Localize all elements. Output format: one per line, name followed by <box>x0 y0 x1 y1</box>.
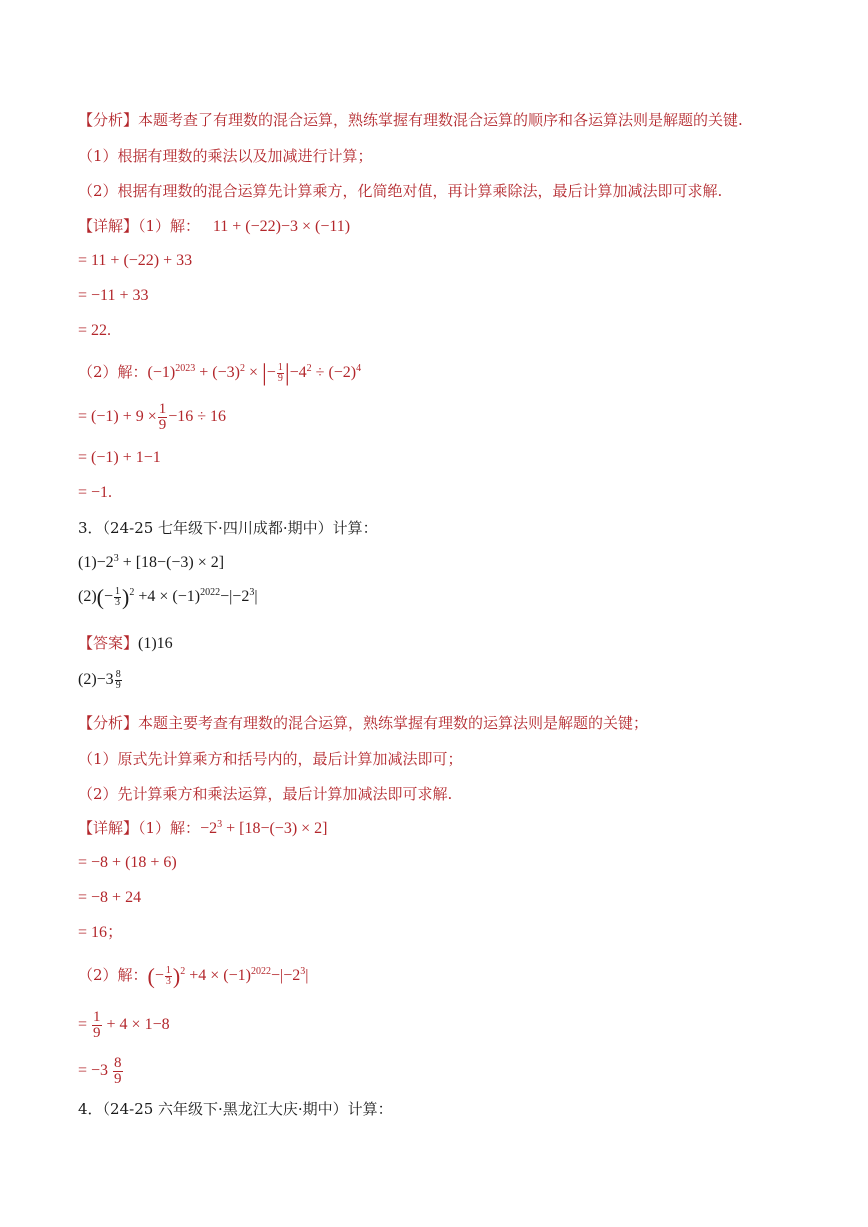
step-line: = (−1) + 9 × $\frac{1}{9}$ −16 ÷ 16 <box>78 401 227 433</box>
step-line: = $\frac{1}{9}$ + 4 × 1−8 <box>78 1009 170 1041</box>
analysis-point-1: （1）根据有理数的乘法以及加减进行计算； <box>78 147 373 165</box>
analysis-text: 本题考查了有理数的混合运算，熟练掌握有理数混合运算的顺序和各运算法则是解题的关键. <box>138 111 743 129</box>
math-expression: 11 + (−22)−3 × (−11) <box>212 218 351 235</box>
analysis-paragraph-1 <box>78 109 743 131</box>
math-expression: $-2^3 + [18-(-3) \times 2]$ <box>200 819 328 837</box>
analysis-point-2: （2）先计算乘方和乘法运算，最后计算加减法即可求解. <box>78 785 453 803</box>
step-line: = 16； <box>78 924 124 941</box>
answer-line <box>78 632 173 655</box>
fraction: $\frac{1}{9}$ <box>277 361 283 384</box>
analysis-text: 本题主要考查有理数的混合运算，熟练掌握有理数的运算法则是解题的关键； <box>138 714 649 732</box>
part-label: （2）解： <box>78 363 148 381</box>
question-subpart-2: (2)(− $\frac{1}{3}$ )$^2 +4 \times (-1)^{2022}-|-2^3|$ <box>78 584 258 610</box>
analysis-paragraph-2 <box>78 712 648 734</box>
detail-part1-header <box>78 817 328 840</box>
fraction: $\frac{8}{9}$ <box>114 1055 122 1087</box>
analysis-point-2: （2）根据有理数的混合运算先计算乘方，化简绝对值，再计算乘除法，最后计算加减法即可求解. <box>78 182 723 200</box>
step-line: = −8 + (18 + 6) <box>78 854 177 871</box>
fraction: $\frac{1}{9}$ <box>158 401 167 433</box>
part-label: （1）解： <box>138 217 201 235</box>
detail-tag: 【详解】 <box>78 819 139 837</box>
step-line: = −11 + 33 <box>78 287 149 304</box>
analysis-tag: 【分析】 <box>78 714 139 732</box>
part-label: （2）解： <box>78 966 148 984</box>
fraction: $\frac{8}{9}$ <box>115 668 121 691</box>
detail-part2-header <box>78 361 361 385</box>
answer-line-2: (2)−3 $\frac{8}{9}$ <box>78 668 121 691</box>
step-line: = 22. <box>78 322 112 339</box>
detail-part1-header <box>78 215 350 238</box>
step-line: = 11 + (−22) + 33 <box>78 252 193 269</box>
fraction: $\frac{1}{3}$ <box>115 585 121 608</box>
question-subpart-1: $(1)-2^3 + [18-(-3) \times 2]$ <box>78 553 225 571</box>
question-title: 4．（24-25 六年级下·黑龙江大庆·期中）计算： <box>78 1100 393 1118</box>
detail-tag: 【详解】 <box>78 217 139 235</box>
fraction: $\frac{1}{9}$ <box>93 1009 101 1041</box>
math-expression: $(-1)^{2023} + (-3)^2$ × |− $\frac{1}{9}$ $|-4^2 \div (-2)^4$ <box>147 360 362 387</box>
part-label: （1）解： <box>138 819 201 837</box>
step-line: = −1. <box>78 484 113 501</box>
answer-value: (1)16 <box>138 635 173 652</box>
step-line: = (−1) + 1−1 <box>78 449 161 466</box>
detail-part2-header <box>78 964 308 987</box>
fraction: $\frac{1}{3}$ <box>165 964 171 987</box>
analysis-point-1: （1）原式先计算乘方和括号内的，最后计算加减法即可； <box>78 750 463 768</box>
math-expression: (− $\frac{1}{3}$ )$^2 +4 \times (-1)^{2022}-|-2^3|$ <box>147 963 309 989</box>
step-line: = −8 + 24 <box>78 889 142 906</box>
answer-tag: 【答案】 <box>78 634 139 652</box>
question-title: 3．（24-25 七年级下·四川成都·期中）计算： <box>78 519 378 537</box>
step-line: = −3 $\frac{8}{9}$ <box>78 1055 122 1087</box>
analysis-tag: 【分析】 <box>78 111 139 129</box>
